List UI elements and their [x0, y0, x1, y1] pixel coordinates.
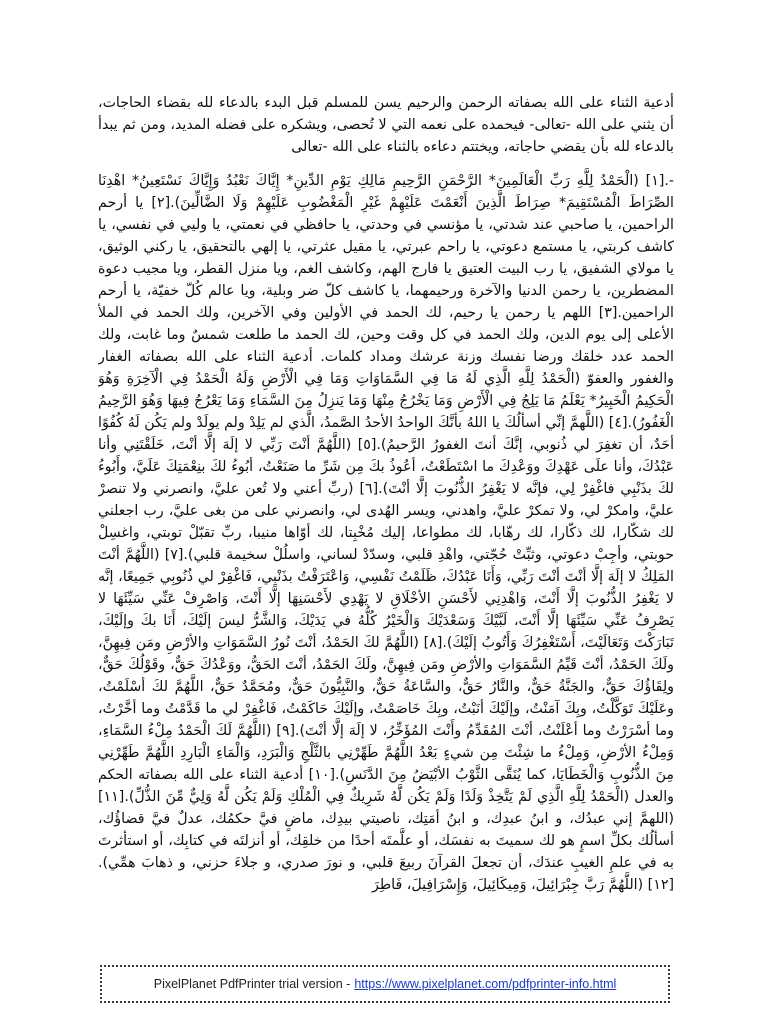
- footer-link[interactable]: https://www.pixelplanet.com/pdfprinter-info.html: [354, 977, 617, 991]
- document-page: [98, 92, 674, 972]
- intro-paragraph: أدعية الثناء على الله بصفاته الرحمن والرحيم يسن للمسلم قبل البدء بالدعاء لله بقضاء الحاجات، أن يثني على الله -تعالى- فيحمده على نعمه التي لا تُحصى، ويشكره على فضله المديد، ومن ثم يبدأ بالدعاء لله بأن يقضي حاجاته، ويختتم دعاءه بالثناء على الله -تعالى: [98, 95, 674, 155]
- trial-watermark-footer: [100, 965, 670, 1003]
- body-paragraph: -.[١] (الْحَمْدُ لِلَّهِ رَبِّ الْعَالَمِينَ* الرَّحْمَنِ الرَّحِيمِ مَالِكِ يَوْمِ الدِّينِ* إِيَّاكَ نَعْبُدُ وَإِيَّاكَ نَسْتَعِينُ* اهْدِنَا الصِّرَاطَ الْمُسْتَقِيمَ* صِرَاطَ الَّذِينَ أَنْعَمْتَ عَلَيْهِمْ غَيْرِ الْمَغْضُوبِ عَلَيْهِمْ وَلَا الضَّالِّينَ).[٢] يا أرحم الراحمين، يا صاحبي عند شدتي، يا مؤنسي في وحدتي، يا حافظي في نعمتي، يا وليي في نفسي، يا كاشف كربتي، يا مستمع دعوتي، يا راحم عبرتي، يا مقيل عثرتي، يا إلهي بالتحقيق، يا ركني الوثيق، يا مولاي الشفيق، يا رب البيت العتيق يا فارج الهم، وكاشف الغم، ويا منزل القطر، ويا مجيب دعوة المضطرين، يا رحمن الدنيا والآخرة ورحيمهما، يا كاشف كلّ ضر وبلية، ويا عالم كُلّ خفيّة، يا أرحم الراحمين.[٣] اللهم يا رحمن يا رحيم، لك الحمد في الأولين وفي الآخرين، ولك الحمد في الملأ الأعلى إلى يوم الدين، ولك الحمد في كل وقت وحين، لك الحمد ما طلعت شمسٌ وما غابت، ولك الحمد عدد خلقك ورضا نفسك وزنة عرشك ومداد كلمات. أدعية الثناء على الله بصفاته الغفار والغفور والعفوّ (الْحَمْدُ لِلَّهِ الَّذِي لَهُ مَا فِي السَّمَاوَاتِ وَمَا فِي الْأَرْضِ وَلَهُ الْحَمْدُ فِي الْآخِرَةِ وَهُوَ الْحَكِيمُ الْخَبِيرُ* يَعْلَمُ مَا يَلِجُ فِي الْأَرْضِ وَمَا يَخْرُجُ مِنْهَا وَمَا يَنزِلُ مِنَ السَّمَاءِ وَمَا يَعْرُجُ فِيهَا وَهُوَ الرَّحِيمُ الْغَفُورُ).[٤] (اللَّهمَّ إنِّي أسألُكَ يا اللهُ بأنَّكَ الواحدُ الأحدُ الصَّمدُ، الَّذي لم يَلِدْ ولم يولَدْ ولم يَكُن لَهُ كُفُوًا أحَدٌ، أن تغفِرَ لي ذُنوبي، إنَّكَ أنتَ الغفورُ الرَّحيمُ).[٥] (اللَّهُمَّ أنْتَ رَبِّي لا إلَهَ إلَّا أنْتَ، خَلَقْتَنِي وأنا عَبْدُكَ، وأنا علَى عَهْدِكَ ووَعْدِكَ ما اسْتَطَعْتُ، أعُوذُ بكَ مِن شَرِّ ما صَنَعْتُ، أبُوءُ لكَ بنِعْمَتِكَ عَلَيَّ، وأَبُوءُ لكَ بذَنْبِي فاغْفِرْ لِي، فإنَّه لا يَغْفِرُ الذُّنُوبَ إلَّا أنْتَ).[٦] (ربِّ أعني ولا تُعن عليَّ، وانصرني ولا تنصرْ عليَّ، وامكرْ لي، ولا تمكرْ عليَّ، واهدني، ويسر الهُدى لي، وانصرني على من بغى عليَّ، رب اجعلني لك شكّارا، لك ذكّارا، لك رهّابا، لك مطواعا، إليك مُخْبِتا، لك أوّاها منيبا، ربِّ تقبّلْ توبتي، واغسِلْ حوبتي، وأجِبْ دعوتي، وثبِّتْ حُجّتي، واهْدِ قلبي، وسدّدْ لساني، واسلُلْ سخيمة قلبي).[٧] (اللَّهُمَّ أنْتَ المَلِكُ لا إلَهَ إلَّا أنْتَ أنْتَ رَبِّي، وَأَنَا عَبْدُكَ، ظَلَمْتُ نَفْسِي، وَاعْتَرَفْتُ بذَنْبِي، فَاغْفِرْ لي ذُنُوبِي جَمِيعًا، إنَّه لا يَغْفِرُ الذُّنُوبَ إلَّا أَنْتَ، وَاهْدِنِي لأَحْسَنِ الأخْلَاقِ لا يَهْدِي لأَحْسَنِهَا إلَّا أَنْتَ، وَاصْرِفْ عَنِّي سَيِّئَهَا لا يَصْرِفُ عَنِّي سَيِّئَهَا إلَّا أَنْتَ، لَبَّيْكَ وَسَعْدَيْكَ وَالْخَيْرُ كُلُّهُ في يَدَيْكَ، وَالشَّرُّ ليسَ إلَيْكَ، أَنَا بكَ وإلَيْكَ، تَبَارَكْتَ وَتَعَالَيْتَ، أَسْتَغْفِرُكَ وَأَتُوبُ إلَيْكَ).[٨] (اللَّهُمَّ لكَ الحَمْدُ، أنْتَ نُورُ السَّمَوَاتِ والأرْضِ ومَن فِيهِنَّ، ولَكَ الحَمْدُ، أنْتَ قَيِّمُ السَّمَوَاتِ والأرْضِ ومَن فِيهِنَّ، ولَكَ الحَمْدُ، أنْتَ الحَقُّ، ووَعْدُكَ حَقٌّ، وقَوْلُكَ حَقٌّ، ولِقَاؤُكَ حَقٌّ، والجَنَّةُ حَقٌّ، والنَّارُ حَقٌّ، والسَّاعَةُ حَقٌّ، والنَّبِيُّونَ حَقٌّ، ومُحَمَّدٌ حَقٌّ، اللَّهُمَّ لكَ أسْلَمْتُ، وعَلَيْكَ تَوَكَّلْتُ، وبِكَ آمَنْتُ، وإلَيْكَ أنَبْتُ، وبِكَ خَاصَمْتُ، وإلَيْكَ حَاكَمْتُ، فَاغْفِرْ لي ما قَدَّمْتُ وما أخَّرْتُ، وما أسْرَرْتُ وما أعْلَنْتُ، أنْتَ المُقَدِّمُ وأَنْتَ المُؤَخِّرُ، لا إلَهَ إلَّا أنْتَ).[٩] (اللَّهُمَّ لَكَ الْحَمْدُ مِلْءُ السَّمَاءِ، وَمِلْءُ الأرْضِ، وَمِلْءُ ما شِئْتَ مِن شيءٍ بَعْدُ اللَّهُمَّ طَهِّرْنِي بالثَّلْجِ وَالْبَرَدِ، وَالْمَاءِ الْبَارِدِ اللَّهُمَّ طَهِّرْنِي مِنَ الذُّنُوبِ وَالْخَطَايَا، كما يُنَقَّى الثَّوْبُ الأبْيَضُ مِنَ الدَّنَسِ).[١٠] أدعية الثناء على الله بصفاته الحكم والعدل (الْحَمْدُ لِلَّهِ الَّذِي لَمْ يَتَّخِذْ وَلَدًا وَلَمْ يَكُن لَّهُ شَرِيكٌ فِي الْمُلْكِ وَلَمْ يَكُن لَّهُ وَلِيٌّ مِّنَ الذُّلِّ).[١١] (اللهمَّ إني عبدُك، و ابنُ عبدِك، و ابنُ أمَتِك، ناصيتي بيدِك، ماضٍ فيَّ حكمُك، عدلٌ فيَّ قضاؤُك، أسألُك بكلِّ اسمٍ هو لك سميتَ به نفسَك، أو علَّمتَه أحدًا من خلقِك، أو أنزلتَه في كتابِك، أو استأثرتَ به في علمِ الغيبِ عندَك، أن تجعلَ القرآنَ ربيعَ قلبي، و نورَ صدري، و جلاءَ حزني، و ذهابَ همِّي).[١٢] (اللَّهُمَّ رَبَّ جِبْرَائِيلَ، وَمِيكَائِيلَ، وَإِسْرَافِيلَ، فَاطِرَ: [98, 173, 674, 893]
- footer-prefix: PixelPlanet PdfPrinter trial version -: [153, 977, 351, 991]
